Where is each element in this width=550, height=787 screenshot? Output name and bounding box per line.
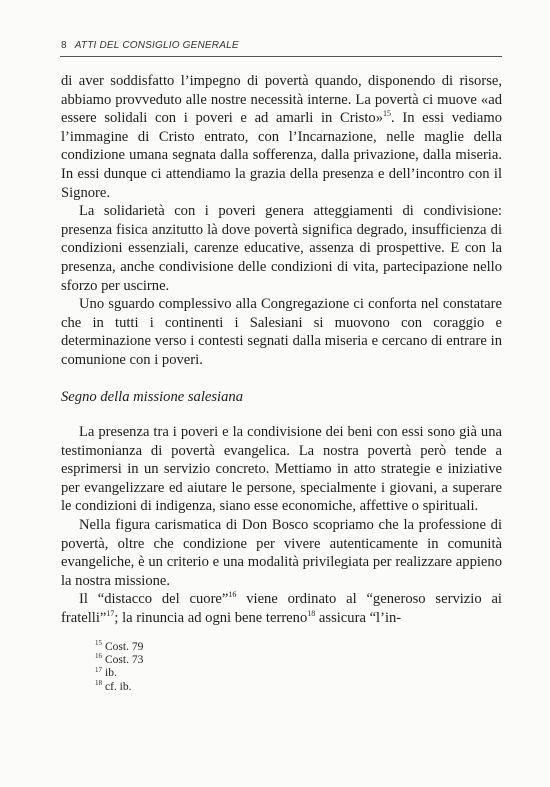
- footnote-ref-18[interactable]: 18: [307, 609, 316, 619]
- paragraph-4: La presenza tra i poveri e la condivisione dei beni con essi sono già una testimonianza di povertà evangelica. La nostra povertà però tende a esprimersi in un servizio concreto. Mettiamo in atto strategie e iniziative per evangelizzare ed aiutare le persone, specialmente i giovani, a superare le condizioni di indigenza, siano esse economiche, affettive o spirituali.: [61, 424, 502, 515]
- paragraph-1-text-a: di aver soddisfatto l’impegno di povertà quando, disponendo di risorse, abbiamo provveduto alle nostre necessità interne. La povertà ci muove «ad essere solidali con i poveri e ad amarli in Cristo»: [61, 73, 502, 127]
- footnote-text: Cost. 73: [105, 654, 144, 667]
- running-header: [61, 40, 501, 51]
- footnote-number: 18: [95, 678, 102, 687]
- paragraph-6: [61, 590, 502, 627]
- footnote-ref-17[interactable]: 17: [106, 609, 115, 619]
- paragraph-6-text-d: assicura “l’in-: [315, 610, 402, 627]
- footnote-ref-16[interactable]: 16: [228, 590, 237, 600]
- footnote-18: [95, 678, 295, 694]
- footnote-16: [95, 654, 295, 667]
- paragraph-1: [61, 72, 502, 202]
- paragraph-2: La solidarietà con i poveri genera atteggiamenti di condivisione: presenza fisica anzitutto là dove povertà significa degrado, insufficienza di condizioni essenziali, carenze educative, assenza di prospettive. E con la presenza, anche condivisione delle condizioni di vita, partecipazione nello sforzo per uscirne.: [61, 203, 502, 294]
- footnote-number: 15: [95, 639, 102, 648]
- footnotes: [95, 641, 295, 694]
- footnote-text: cf. ib.: [105, 680, 132, 693]
- paragraph-6-text-c: ; la rinuncia ad ogni bene terreno: [114, 610, 308, 627]
- footnote-number: 17: [95, 665, 102, 674]
- footnote-17: [95, 667, 295, 680]
- paragraph-3: Uno sguardo complessivo alla Congregazione ci conforta nel constatare che in tutti i continenti i Salesiani si muovono con coraggio e determinazione verso i contesti segnati dalla miseria e cercano di entrare in comunione con i poveri.: [61, 296, 502, 368]
- paragraph-6-text-a: Il “distacco del cuore”: [79, 591, 229, 608]
- paragraph-6-text-b: viene ordinato al “generoso servizio ai fratelli”: [61, 591, 502, 627]
- page-number: 8: [61, 40, 67, 51]
- footnote-text: Cost. 79: [105, 641, 144, 653]
- paragraph-5: Nella figura carismatica di Don Bosco scopriamo che la professione di povertà, oltre che condizione per vivere autenticamente in comunità evangeliche, è un criterio e una modalità privilegiata per realizzare appieno la nostra missione.: [61, 517, 502, 589]
- header-rule: [60, 56, 502, 57]
- footnote-ref-15[interactable]: 15: [383, 109, 391, 119]
- running-title: ATTI DEL CONSIGLIO GENERALE: [74, 40, 239, 51]
- footnote-text: ib.: [105, 667, 117, 680]
- footnote-number: 16: [95, 652, 102, 661]
- body-text: [61, 72, 502, 628]
- footnote-15: [95, 641, 295, 654]
- paragraph-1-text-b: . In essi vediamo l’immagine di Cristo entrato, con l’Incarnazione, nelle maglie della condizione umana segnata dalla sofferenza, dalla privazione, dalla miseria. In essi dunque ci attendiamo la grazia della presenza e dell’incontro con il Signore.: [61, 110, 502, 201]
- section-heading: Segno della missione salesiana: [61, 388, 244, 405]
